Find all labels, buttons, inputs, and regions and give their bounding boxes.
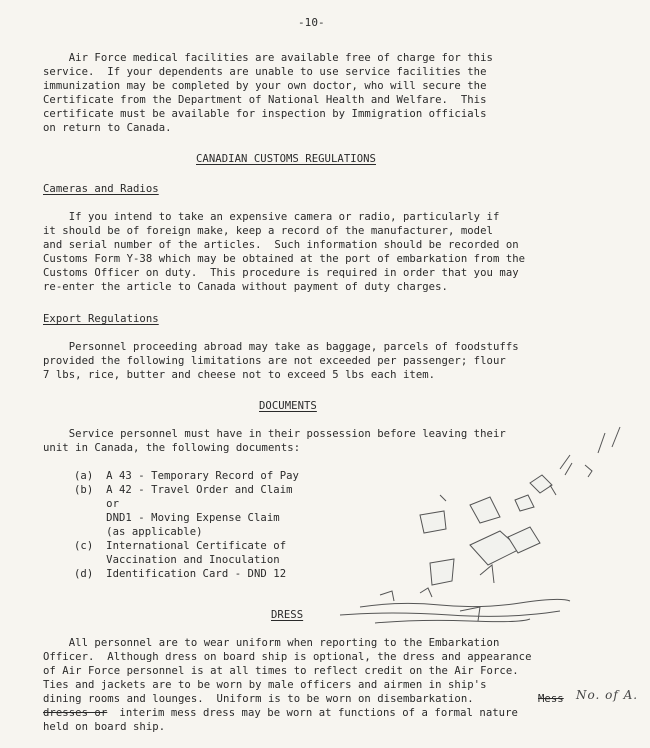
dress-line-7: held on board ship. xyxy=(43,721,166,733)
documents-intro-line-1: Service personnel must have in their possession before leaving their xyxy=(43,428,506,440)
sketch-stroke xyxy=(585,465,592,477)
dress-line-3: of Air Force personnel is at all times to reflect credit on the Air Force. xyxy=(43,665,519,677)
ground-stroke xyxy=(360,599,570,607)
cameras-line-6: re-enter the article to Canada without payment of duty charges. xyxy=(43,281,448,293)
sketch-stroke xyxy=(420,588,432,597)
cameras-line-3: and serial number of the articles. Such information should be recorded on xyxy=(43,239,519,251)
document-item-b-note: (as applicable) xyxy=(74,526,203,538)
sketch-stroke xyxy=(612,427,620,447)
export-heading: Export Regulations xyxy=(43,313,159,325)
paper-sketch xyxy=(470,497,500,523)
dress-title: DRESS xyxy=(271,609,304,621)
documents-title: DOCUMENTS xyxy=(259,400,317,412)
paper-sketch xyxy=(430,559,454,585)
page-number: -10- xyxy=(298,16,325,29)
handwritten-annotation: No. of A. xyxy=(576,688,639,702)
ground-stroke xyxy=(375,619,530,623)
intro-line-2: service. If your dependents are unable to use service facilities the xyxy=(43,66,487,78)
cameras-line-2: it should be of foreign make, keep a record of the manufacturer, model xyxy=(43,225,493,237)
document-item-a: (a) A 43 - Temporary Record of Pay xyxy=(74,470,299,482)
struck-word-dresses: dresses or xyxy=(43,707,108,719)
document-item-b: (b) A 42 - Travel Order and Claim xyxy=(74,484,293,496)
dress-line-5: dining rooms and lounges. Uniform is to be worn on disembarkation. xyxy=(43,693,474,705)
sketch-stroke xyxy=(598,433,605,453)
export-line-2: provided the following limitations are not exceeded per passenger; flour xyxy=(43,355,506,367)
intro-line-4: Certificate from the Department of National Health and Welfare. This xyxy=(43,94,487,106)
paper-sketch xyxy=(515,495,534,511)
document-item-c: (c) International Certificate of xyxy=(74,540,287,552)
intro-line-6: on return to Canada. xyxy=(43,122,172,134)
sketch-stroke xyxy=(380,591,394,601)
customs-title: CANADIAN CUSTOMS REGULATIONS xyxy=(196,153,376,165)
cameras-line-1: If you intend to take an expensive camera or radio, particularly if xyxy=(43,211,500,223)
ground-stroke xyxy=(340,611,560,616)
document-item-b-alt: DND1 - Moving Expense Claim xyxy=(74,512,280,524)
sketch-stroke xyxy=(460,607,480,621)
papers-sketch-illustration xyxy=(320,425,640,635)
dress-line-4: Ties and jackets are to be worn by male officers and airmen in ship's xyxy=(43,679,487,691)
dress-line-1: All personnel are to wear uniform when reporting to the Embarkation xyxy=(43,637,500,649)
document-item-c-cont: Vaccination and Inoculation xyxy=(74,554,280,566)
paper-sketch xyxy=(530,475,552,493)
paper-sketch xyxy=(420,511,446,533)
intro-line-5: certificate must be available for inspection by Immigration officials xyxy=(43,108,487,120)
export-line-3: 7 lbs, rice, butter and cheese not to exceed 5 lbs each item. xyxy=(43,369,436,381)
sketch-stroke xyxy=(560,455,572,475)
dress-line-6: interim mess dress may be worn at functions of a formal nature xyxy=(113,707,518,719)
document-item-b-or: or xyxy=(74,498,119,510)
cameras-line-4: Customs Form Y-38 which may be obtained at the port of embarkation from the xyxy=(43,253,526,265)
documents-intro-line-2: unit in Canada, the following documents: xyxy=(43,442,301,454)
cameras-line-5: Customs Officer on duty. This procedure is required in order that you may xyxy=(43,267,519,279)
cameras-heading: Cameras and Radios xyxy=(43,183,159,195)
document-item-d: (d) Identification Card - DND 12 xyxy=(74,568,287,580)
dress-line-2: Officer. Although dress on board ship is optional, the dress and appearance xyxy=(43,651,532,663)
sketch-stroke xyxy=(480,565,494,583)
intro-line-3: immunization may be completed by your own doctor, who will secure the xyxy=(43,80,487,92)
struck-word-mess: Mess xyxy=(538,693,564,705)
intro-line-1: Air Force medical facilities are available free of charge for this xyxy=(43,52,493,64)
export-line-1: Personnel proceeding abroad may take as baggage, parcels of foodstuffs xyxy=(43,341,519,353)
